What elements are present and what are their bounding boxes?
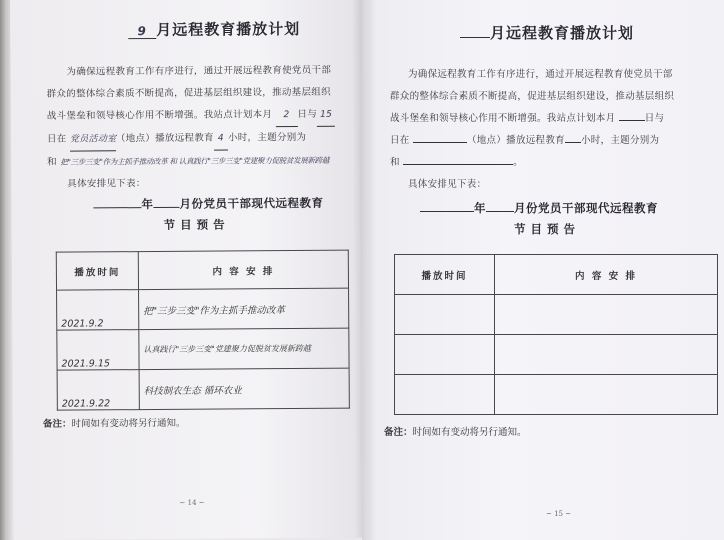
hours-blank (565, 142, 581, 143)
table-row (57, 328, 349, 370)
row-date (395, 295, 495, 335)
row-date: 2021.9.15 (57, 330, 139, 371)
line4-mid: （地点）播放远程教育 (115, 132, 214, 145)
col-time-header: 播放时间 (395, 255, 495, 295)
program-subtitle (93, 195, 323, 213)
right-page-title (460, 22, 634, 43)
day-b-value: 15 (317, 104, 335, 127)
page-number: ~ 14 ~ (179, 498, 205, 507)
month-blank (486, 211, 514, 212)
intro-line-2: 群众的整体综合素质不断提高，促进基层组织建设，推动基层组织 (390, 91, 675, 102)
year-text: 年 (474, 201, 486, 215)
table-header-row (395, 255, 718, 295)
col-time-header: 播放时间 (56, 252, 138, 291)
remark-label: 备注： (384, 427, 413, 438)
day-a-value: 2 (275, 104, 297, 127)
line4-suffix: 小时，主题分别为 (580, 135, 660, 146)
intro-line-2: 群众的整体综合素质不断提高，促进基层组织建设，推动基层组织 (46, 86, 331, 100)
intro-paragraph (46, 60, 335, 196)
intro-line-5 (390, 152, 674, 174)
remark-note (384, 424, 527, 438)
day-mid-text: 日与 (297, 108, 318, 120)
intro-line-4 (390, 130, 674, 152)
row-content (495, 375, 718, 415)
left-page-title (128, 18, 300, 40)
right-page (362, 0, 724, 540)
intro-line-3-text: 战斗堡垒和领导核心作用不断增强。我站点计划本月 (390, 113, 616, 124)
subtitle-text: 月份党员干部现代远程教育 (514, 201, 658, 215)
intro-line-3 (47, 104, 335, 129)
schedule-table (394, 254, 718, 415)
year-blank (93, 207, 141, 208)
table-row (57, 368, 349, 410)
place-value: 党员活动室 (70, 128, 116, 151)
row-content (495, 295, 718, 335)
schedule-table (56, 250, 350, 411)
row-content (495, 335, 718, 375)
intro-line-1: 为确保远程教育工作有序进行，通过开展远程教育使党员干部 (66, 64, 332, 78)
line5-prefix: 和 (47, 156, 57, 168)
program-preview-heading: 节 目 预 告 (163, 217, 226, 232)
intro-line-4 (47, 127, 335, 152)
table-header-row (56, 250, 348, 290)
intro-line-1: 为确保远程教育工作有序进行，通过开展远程教育使党员干部 (408, 69, 673, 80)
month-blank (153, 207, 179, 208)
intro-line-3-text: 战斗堡垒和领导核心作用不断增强。我站点计划本月 (46, 109, 273, 122)
remark-label: 备注： (42, 418, 72, 430)
subtitle-text: 月份党员干部现代远程教育 (179, 195, 324, 211)
line4-prefix: 日在 (46, 133, 67, 145)
col-content-header: 内 容 安 排 (495, 255, 718, 295)
line4-suffix: 小时，主题分别为 (227, 131, 307, 144)
row-content: 把"三步三变"作为主抓手推动改革 (139, 288, 349, 329)
hours-value: 4 (214, 127, 228, 150)
remark-text: 时间如有变动将另行通知。 (71, 417, 186, 430)
place-blank (413, 142, 467, 143)
program-preview-heading: 节 目 预 告 (514, 222, 576, 236)
table-row (57, 288, 349, 330)
schedule-intro: 具体安排见下表： (67, 178, 146, 190)
remark-text: 时间如有变动将另行通知。 (412, 427, 527, 438)
row-date: 2021.9.2 (57, 290, 139, 331)
day-mid-text: 日与 (644, 113, 665, 124)
row-content: 科技制农生态 循环农业 (139, 368, 349, 409)
year-text: 年 (141, 197, 154, 212)
title-month-blank (460, 37, 490, 38)
schedule-intro: 具体安排见下表： (408, 179, 487, 190)
remark-note (43, 415, 186, 430)
title-month-value: 9 (128, 24, 156, 39)
line5-end: 。 (513, 157, 523, 168)
line5-prefix: 和 (390, 157, 400, 168)
row-content: 认真践行"三步三变"党建聚力促脱贫发展新跨越 (139, 328, 349, 369)
day-a-blank (619, 120, 645, 121)
row-date (395, 375, 495, 415)
left-page (10, 0, 366, 540)
intro-line-5 (47, 150, 335, 174)
line4-prefix: 日在 (390, 135, 410, 146)
topics-blank (403, 164, 513, 165)
program-subtitle (420, 200, 658, 216)
intro-line-3 (390, 108, 674, 130)
line4-mid: （地点）播放远程教育 (466, 135, 565, 146)
table-row (395, 375, 718, 415)
table-row (395, 295, 718, 335)
page-number: ~ 15 ~ (546, 510, 572, 518)
title-text: 月远程教育播放计划 (490, 24, 635, 42)
row-date (395, 335, 495, 375)
title-text: 月远程教育播放计划 (156, 19, 301, 39)
intro-paragraph (390, 64, 675, 196)
row-date: 2021.9.22 (57, 370, 139, 411)
year-blank (420, 211, 474, 212)
topics-value: 把"三步三变"作为主抓手推动改革 和 认真践行"三步三变"党建聚力促脱贫发展新跨越 (60, 155, 330, 167)
col-content-header: 内 容 安 排 (138, 250, 348, 289)
table-row (395, 335, 718, 375)
